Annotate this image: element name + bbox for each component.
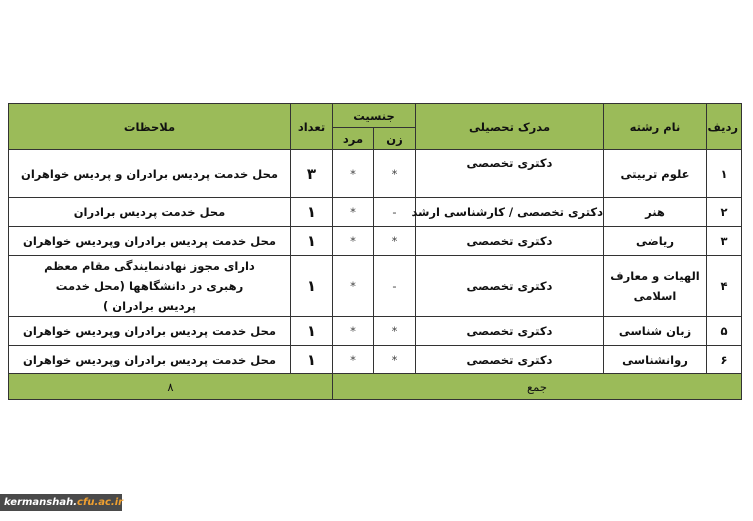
count: ۳ xyxy=(291,150,333,198)
field-name: روانشناسی xyxy=(604,346,707,374)
total-label: جمع xyxy=(333,374,742,400)
notes: محل خدمت پردیس برادران وپردیس خواهران xyxy=(9,227,291,256)
notes: محل خدمت پردیس برادران xyxy=(9,198,291,227)
total-row xyxy=(9,374,742,400)
male: * xyxy=(333,256,374,317)
row-number: ۵ xyxy=(707,317,742,346)
degree: دکتری تخصصی xyxy=(416,346,604,374)
count: ۱ xyxy=(291,317,333,346)
table-row xyxy=(9,256,742,317)
watermark-main: kermanshah. xyxy=(4,497,78,508)
table-row xyxy=(9,227,742,256)
field-name: الهیات و معارف اسلامی xyxy=(604,256,707,317)
header-count: تعداد xyxy=(291,104,333,150)
male: * xyxy=(333,346,374,374)
header-degree: مدرک تحصیلی xyxy=(416,104,604,150)
header-field: نام رشته xyxy=(604,104,707,150)
count: ۱ xyxy=(291,256,333,317)
count: ۱ xyxy=(291,346,333,374)
field-name: هنر xyxy=(604,198,707,227)
male: * xyxy=(333,317,374,346)
count: ۱ xyxy=(291,198,333,227)
count: ۱ xyxy=(291,227,333,256)
field-name: علوم تربیتی xyxy=(604,150,707,198)
female: - xyxy=(374,198,416,227)
female: - xyxy=(374,256,416,317)
degree: دکتری تخصصی xyxy=(416,227,604,256)
watermark-accent: cfu.ac.ir xyxy=(77,497,124,508)
row-number: ۴ xyxy=(707,256,742,317)
notes: محل خدمت پردیس برادران وپردیس خواهران xyxy=(9,346,291,374)
female: * xyxy=(374,317,416,346)
table-row xyxy=(9,317,742,346)
female: * xyxy=(374,227,416,256)
header-female: زن xyxy=(374,128,416,150)
header-row: ردیف xyxy=(707,104,742,150)
header-notes: ملاحظات xyxy=(9,104,291,150)
watermark-logo xyxy=(0,494,122,511)
table-row xyxy=(9,150,742,198)
female: * xyxy=(374,150,416,198)
row-number: ۲ xyxy=(707,198,742,227)
header-gender: جنسیت xyxy=(333,104,416,128)
total-value: ۸ xyxy=(9,374,333,400)
degree: دکتری تخصصی xyxy=(416,256,604,317)
degree: دکتری تخصصی xyxy=(416,150,604,198)
positions-table xyxy=(8,103,742,400)
degree: دکتری تخصصی xyxy=(416,317,604,346)
notes: محل خدمت پردیس برادران وپردیس خواهران xyxy=(9,317,291,346)
degree: دکتری تخصصی / کارشناسی ارشد xyxy=(416,198,604,227)
notes: محل خدمت پردیس برادران و پردیس خواهران xyxy=(9,150,291,198)
header-male: مرد xyxy=(333,128,374,150)
notes: دارای مجوز نهادنمایندگی مقام معظم رهبری در دانشگاهها (محل خدمت پردیس برادران ) xyxy=(9,256,291,317)
row-number: ۶ xyxy=(707,346,742,374)
row-number: ۳ xyxy=(707,227,742,256)
field-name: زبان شناسی xyxy=(604,317,707,346)
table-row xyxy=(9,198,742,227)
row-number: ۱ xyxy=(707,150,742,198)
male: * xyxy=(333,198,374,227)
female: * xyxy=(374,346,416,374)
table-row xyxy=(9,346,742,374)
male: * xyxy=(333,227,374,256)
field-name: ریاضی xyxy=(604,227,707,256)
male: * xyxy=(333,150,374,198)
